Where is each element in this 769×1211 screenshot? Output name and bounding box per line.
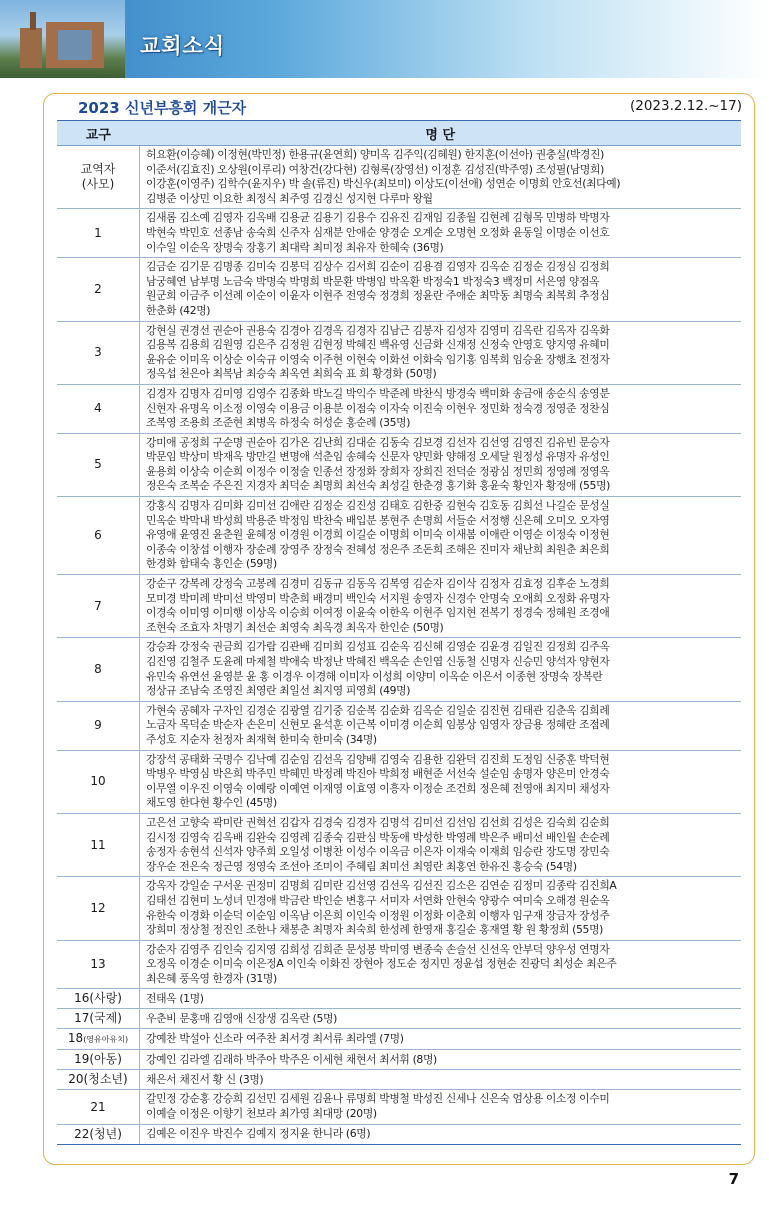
- group-label: 21: [90, 1099, 106, 1114]
- group-cell: [57, 575, 140, 638]
- names-line: 신현자 유명옥 이소정 이영숙 이용금 이용분 이점숙 이자숙 이진숙 이현우 정민화 정숙경 정영준 정찬심: [146, 401, 610, 415]
- names-line: 김시정 김영숙 김옥배 김완숙 김영례 김종숙 김판심 박동애 박성한 박영례 박은주 배미선 배인월 손순례: [146, 830, 610, 844]
- group-label: 1: [94, 225, 102, 240]
- group-label: 12: [90, 901, 106, 915]
- names-cell: [140, 1009, 742, 1029]
- names-line: 김태선 김현미 노성녀 민경애 박금란 박인순 변홍구 서미자 서연화 안현숙 양광수 여미숙 오해경 원순옥: [146, 893, 610, 907]
- names-line: 최은혜 풍옥영 한경자 (31명): [146, 971, 277, 985]
- names-line: 오정옥 이경순 이미숙 이은정A 이인숙 이화진 장현아 정도순 정지민 정윤섭 정현순 진광덕 최성순 최은주: [146, 957, 617, 971]
- group-cell: [57, 638, 140, 701]
- names-line: 이예슬 이정은 이향기 천보라 최가영 최대망 (20명): [146, 1107, 377, 1121]
- roster-panel: [43, 93, 755, 1165]
- group-label: 4: [94, 401, 102, 416]
- group-cell: [57, 384, 140, 433]
- names-line: 이무열 이우진 이영숙 이예랑 이예연 이재영 이효영 이흥자 이정순 조건희 정은혜 전영애 최지미 채성자: [146, 781, 610, 795]
- group-label: 13: [90, 957, 106, 972]
- names-cell: [140, 989, 742, 1009]
- table-row: [57, 258, 741, 321]
- names-line: 남궁혜연 남부명 노금숙 박명숙 박명희 박문환 박병임 박옥환 박정숙1 박정숙3 백정미 서은영 양점옥: [146, 274, 600, 288]
- names-line: 김진영 김철주 도윤례 마제철 박애숙 박정난 박혜진 백옥순 손인엽 신동철 신명자 신승민 양석자 양현자: [146, 655, 610, 668]
- names-line: 박문임 박상미 박재옥 방만길 변명애 석춘임 송혜숙 신문자 양민화 양해정 오세달 원정성 유명자 유성인: [146, 450, 610, 464]
- group-cell: [57, 1124, 140, 1144]
- table-row: [57, 209, 741, 258]
- names-cell: [140, 497, 742, 575]
- table-row: [57, 1009, 741, 1029]
- group-label: 2: [94, 281, 102, 296]
- group-label: 3: [94, 345, 102, 360]
- names-line: 채도영 한다현 황수인 (45명): [146, 796, 277, 810]
- table-row: [57, 989, 741, 1009]
- table-row: [57, 638, 741, 701]
- names-cell: [140, 877, 742, 940]
- names-cell: [140, 258, 742, 321]
- header-banner: [0, 0, 769, 78]
- names-line: 이준서(김효진) 오상원(이루리) 여창건(강다현) 김형록(장영선) 이정훈 김성진(박주영) 조성필(남명희): [146, 162, 604, 176]
- group-cell: [57, 989, 140, 1009]
- names-line: 강홍식 김명자 김미화 김미선 김애란 김정순 김진성 김태호 김한중 김현숙 김호동 김희선 나길순 문성실: [146, 499, 610, 513]
- names-line: 김경자 김명자 김미영 김영수 김종화 박노길 박익수 박준례 박찬식 방경숙 백미화 송금애 송순식 송영분: [146, 386, 610, 400]
- names-line: 전태옥 (1명): [146, 991, 204, 1005]
- group-cell: [57, 497, 140, 575]
- names-cell: [140, 1070, 742, 1090]
- table-row: [57, 1090, 741, 1124]
- group-label: 17(국제): [74, 1011, 122, 1026]
- names-line: 강예찬 박설아 신소라 여주찬 최서경 최서류 최라엘 (7명): [146, 1032, 404, 1046]
- group-label: 9: [94, 718, 102, 733]
- names-line: 강옥자 강일순 구서운 권정미 김명희 김미란 김선영 김선옥 김선진 김소은 김연순 김정미 김종락 김진희A: [146, 879, 617, 893]
- table-row: [57, 146, 741, 209]
- table-row: [57, 877, 741, 940]
- church-building-photo: [0, 0, 125, 78]
- table-row: [57, 575, 741, 638]
- names-line: 김예은 이진우 박진수 김예지 정지윤 한니라 (6명): [146, 1126, 371, 1140]
- group-label: 7: [94, 598, 102, 613]
- names-cell: [140, 146, 742, 209]
- table-row: [57, 1029, 741, 1050]
- roster-date: (2023.2.12.~17): [629, 98, 742, 114]
- group-label: 20(청소년): [68, 1072, 128, 1087]
- table-row: [57, 433, 741, 496]
- column-header-group: 교구: [57, 121, 140, 146]
- page-number: 7: [728, 1170, 739, 1188]
- group-sublabel: (영유아유치): [83, 1035, 129, 1045]
- table-row: [57, 750, 741, 813]
- names-line: 김새롬 김소예 김영자 김옥배 김용균 김용기 김용수 김유진 김재임 김종월 김현례 김형목 민병하 박명자: [146, 211, 610, 225]
- table-row: [57, 1124, 741, 1144]
- group-cell: [57, 940, 140, 989]
- names-line: 이수일 이순옥 장명숙 장홍기 최대락 최미정 최유자 한혜숙 (36명): [146, 240, 444, 254]
- names-line: 강현실 권경선 권순아 권용숙 김경아 김경옥 김경자 김남근 김봉자 김성자 김영미 김옥란 김옥자 김옥화: [146, 323, 610, 337]
- roster-title: 2023 신년부흥회 개근자: [78, 99, 247, 117]
- names-cell: [140, 1124, 742, 1144]
- section-title: 교회소식: [140, 34, 226, 58]
- names-line: 박현숙 박민호 선종남 송숙희 신주자 심재분 안애순 양경순 오계순 오명현 오정화 윤동일 이명순 이선호: [146, 225, 610, 239]
- names-line: 정상규 조남숙 조영진 최영란 최일선 최지영 피영희 (49명): [146, 684, 411, 698]
- names-line: 정옥섭 천은아 최복남 최승숙 최옥연 최희숙 표 희 황경화 (50명): [146, 367, 437, 381]
- names-cell: [140, 433, 742, 496]
- names-line: 박병우 박영심 박은희 박주민 박혜민 박정례 박진아 박희정 배현준 서선숙 설순임 송명자 양은미 안경숙: [146, 767, 610, 781]
- group-cell: [57, 258, 140, 321]
- group-cell: [57, 321, 140, 384]
- names-line: 고은선 고향숙 곽미란 권혁선 김갑자 김경숙 김경자 김명석 김미선 김선임 김선희 김성은 김숙희 김순희: [146, 815, 610, 829]
- names-line: 채은서 채진서 황 신 (3명): [146, 1072, 264, 1086]
- group-label: 10: [90, 774, 106, 789]
- names-line: 원군희 이금주 이선례 이순이 이윤자 이현주 전영숙 정경희 정윤란 주애순 최막동 최명숙 최복희 추정심: [146, 289, 610, 303]
- names-line: 허요환(이승혜) 이정현(박민정) 한용규(윤연희) 양미옥 김주익(김혜원) 한지훈(이선아) 권충실(박경진): [146, 148, 604, 161]
- group-cell: [57, 146, 140, 209]
- names-line: 장희미 정상철 정진인 조한나 채봉춘 최명자 최숙희 한성례 한영재 홍길순 홍재열 황 원 황정희 (55명): [146, 923, 604, 937]
- group-cell: [57, 877, 140, 940]
- names-line: 윤유순 이미옥 이상순 이숙규 이영숙 이주현 이현숙 이화선 이화숙 임기홍 임복희 임승윤 장행초 전정자: [146, 352, 610, 366]
- names-line: 김병준 이상민 이요한 최정식 최주영 김경신 성지현 다루마 왕월: [146, 191, 433, 205]
- names-cell: [140, 813, 742, 876]
- names-line: 정은숙 조복순 주은진 지경자 최덕순 최명희 최선숙 최성길 한춘경 홍기화 홍윤숙 황인자 황정애 (55명): [146, 479, 611, 493]
- names-cell: [140, 940, 742, 989]
- names-line: 이강훈(이영주) 김학수(윤지우) 박 솔(류진) 박신우(최보미) 이상도(이선애) 성연순 이명희 안호선(최다예): [146, 177, 621, 191]
- table-row: [57, 813, 741, 876]
- table-row: [57, 384, 741, 433]
- table-header-row: [57, 121, 741, 146]
- group-cell: [57, 1090, 140, 1124]
- names-line: 가현숙 공혜자 구자인 김경순 김광열 김기중 김순복 김순화 김옥순 김일순 김진현 김태관 김춘옥 김희례: [146, 703, 610, 717]
- names-cell: [140, 321, 742, 384]
- names-cell: [140, 701, 742, 750]
- names-cell: [140, 1029, 742, 1050]
- group-cell: [57, 209, 140, 258]
- names-line: 강장석 공태화 국명수 김낙예 김순임 김선옥 김양배 김영숙 김용한 김완덕 김진희 도정임 신중훈 박덕현: [146, 752, 610, 766]
- names-cell: [140, 1050, 742, 1070]
- names-line: 강미애 공정희 구순명 권순아 김가온 김난희 김대순 김동숙 김보경 김선자 김선영 김영진 김유빈 문승자: [146, 435, 610, 449]
- table-row: [57, 321, 741, 384]
- group-cell: [57, 1070, 140, 1090]
- group-cell: [57, 1009, 140, 1029]
- group-label: 19(아동): [74, 1052, 122, 1067]
- group-label: 6: [94, 528, 102, 543]
- group-cell: [57, 1050, 140, 1070]
- names-line: 김용복 김용희 김원영 김은주 김정원 김현정 박혜진 백유영 신금화 신재정 신정숙 안영호 양지영 유혜미: [146, 338, 610, 352]
- group-cell: [57, 701, 140, 750]
- names-line: 민옥순 박막내 박성희 박용준 박정임 박찬숙 배입분 봉현주 손명희 서들순 서정행 신은혜 오미오 오자영: [146, 513, 610, 527]
- group-cell: [57, 813, 140, 876]
- names-line: 강승좌 강정숙 권금희 김가람 김관배 김미희 김성표 김순옥 김신혜 김영순 김윤경 김일진 김정희 김주옥: [146, 640, 610, 654]
- names-cell: [140, 1090, 742, 1124]
- group-label: 5: [94, 457, 102, 472]
- names-line: 조복영 조용희 조준현 최병옥 하정숙 허성순 홍순례 (35명): [146, 416, 411, 430]
- names-line: 유민숙 유연선 윤영분 윤 홍 이경우 이경해 이미자 이성희 이양미 이옥순 이은서 이종현 장명숙 장복란: [146, 669, 603, 683]
- table-row: [57, 497, 741, 575]
- names-line: 윤용희 이상숙 이순희 이정수 이정술 인종선 장정화 장희자 장희진 전덕순 정광심 정민희 정영례 정영옥: [146, 464, 610, 478]
- attendance-table: [57, 120, 741, 1145]
- table-body: [57, 146, 741, 1145]
- column-header-names: 명 단: [140, 121, 742, 146]
- names-line: 갈민정 강순홍 강승희 김선민 김세원 김윤나 류명희 박병철 박성진 신세나 신은숙 엄상용 이소정 이수미: [146, 1092, 610, 1106]
- names-line: 조현숙 조효자 차명기 최선순 최영숙 최옥경 최옥자 한인순 (50명): [146, 620, 444, 634]
- names-line: 강순자 김영주 김인숙 김지영 김희성 김희준 문성봉 박미영 변종숙 손슬선 신선옥 안부덕 양우성 연명자: [146, 942, 610, 956]
- group-label: (사모): [81, 177, 115, 192]
- group-cell: [57, 1029, 140, 1050]
- group-label: 8: [94, 662, 102, 677]
- group-label: 11: [90, 837, 106, 852]
- table-row: [57, 701, 741, 750]
- group-label: 22(청년): [74, 1126, 122, 1141]
- names-line: 노금자 목덕순 박순자 손은미 신현모 윤석훈 이근복 이미경 이순희 임봉상 임영자 장금용 정혜란 조점례: [146, 718, 610, 732]
- table-row: [57, 940, 741, 989]
- names-line: 유한숙 이경화 이순덕 이순임 이옥남 이은희 이인숙 이정원 이정화 이춘희 이행자 임구재 장금자 장성주: [146, 908, 610, 922]
- names-cell: [140, 638, 742, 701]
- group-label: 16(사랑): [74, 991, 122, 1006]
- names-line: 우춘비 문홍매 김영애 신장생 김옥란 (5명): [146, 1011, 337, 1025]
- group-label: 18: [67, 1031, 84, 1046]
- table-row: [57, 1070, 741, 1090]
- names-cell: [140, 209, 742, 258]
- group-cell: [57, 750, 140, 813]
- names-line: 강순구 강복례 강정숙 고봉례 김경미 김동규 김동옥 김복영 김순자 김이삭 김정자 김효정 김후순 노경희: [146, 577, 610, 591]
- group-cell: [57, 433, 140, 496]
- names-line: 주성호 지순자 천정자 최재혁 한미숙 한미숙 (34명): [146, 732, 377, 746]
- table-row: [57, 1050, 741, 1070]
- names-cell: [140, 575, 742, 638]
- names-cell: [140, 750, 742, 813]
- names-line: 장우순 전은숙 정근영 정영숙 조선아 조미이 주혜림 최미선 최영란 최홍연 한유진 홍승숙 (54명): [146, 859, 577, 873]
- names-line: 강예인 김라엘 김래하 박주아 박주은 이세현 채현서 최서휘 (8명): [146, 1052, 437, 1066]
- names-line: 이경숙 이미영 이미행 이상옥 이승희 이여정 이윤숙 이한옥 이현주 임지현 전복기 정경숙 정혜원 조경애: [146, 606, 610, 620]
- names-line: 이종숙 이창섭 이행자 장순례 장영주 장정숙 전혜성 정은주 조돈희 조해은 진미자 채난희 최원춘 최은희: [146, 542, 610, 556]
- names-line: 송정자 송현석 신석자 양주희 오일성 이병찬 이성수 이옥금 이은자 이재숙 이재희 임승란 장도명 장민숙: [146, 845, 610, 859]
- names-line: 김금순 김기문 김명종 김미숙 김봉덕 김상수 김서희 김순이 김용겸 김영자 김옥순 김정순 김정심 김정희: [146, 260, 610, 274]
- names-line: 모미경 박미례 박미선 박영미 박춘희 배경미 백인숙 서지원 송영자 신경수 안명숙 오애희 오정화 유명자: [146, 591, 610, 605]
- names-cell: [140, 384, 742, 433]
- group-label: 교역자: [80, 162, 116, 177]
- roster-header: [44, 94, 754, 120]
- names-line: 한춘화 (42명): [146, 303, 211, 317]
- names-line: 유영애 윤영진 윤춘원 윤혜정 이경원 이경희 이길순 이명희 이미숙 이새봄 이애란 이영순 이정숙 이정현: [146, 528, 610, 542]
- names-line: 한경화 함태숙 홍인순 (59명): [146, 557, 277, 571]
